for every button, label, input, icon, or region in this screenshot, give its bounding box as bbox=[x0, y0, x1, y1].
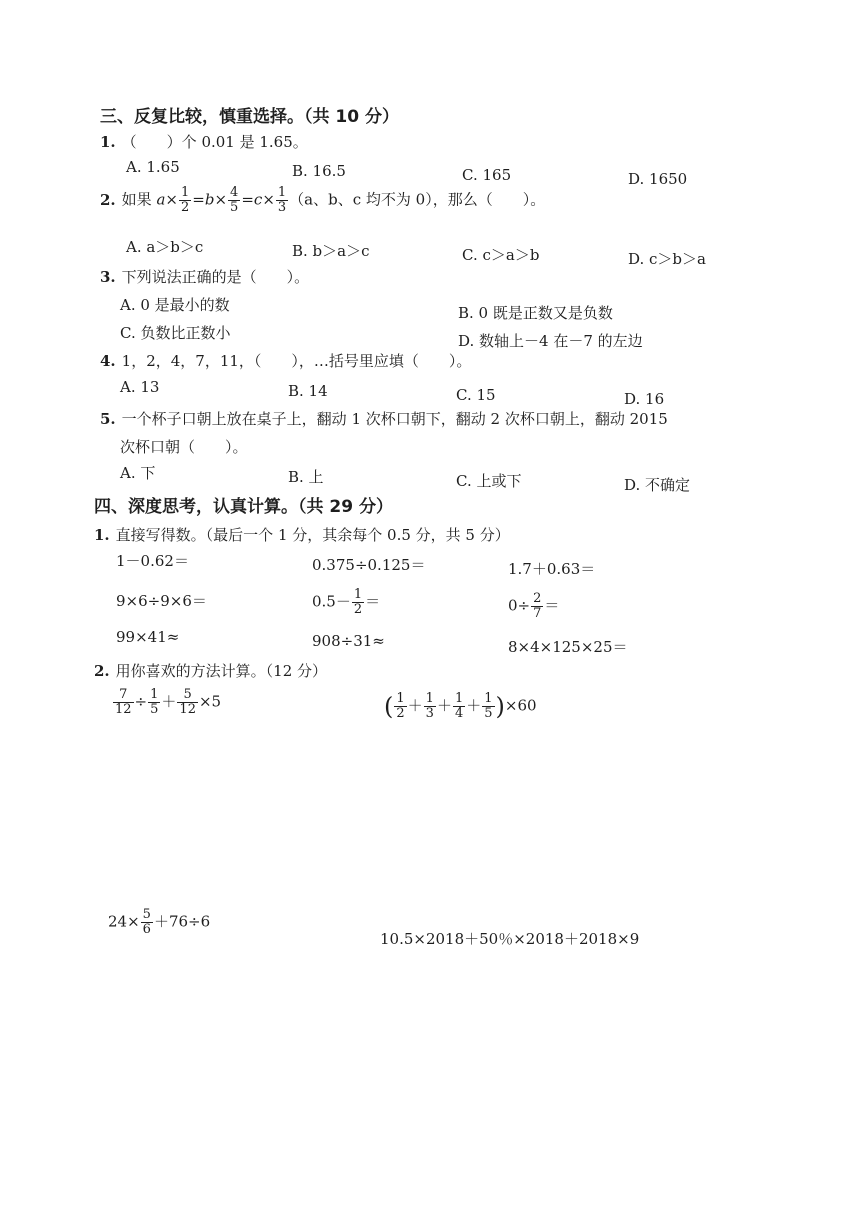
option-a: A. 13 bbox=[120, 378, 160, 396]
calc-item: 0.375÷0.125＝ bbox=[312, 556, 426, 574]
question-text-post: （a、b、c 均不为 0），那么（ ）。 bbox=[289, 190, 546, 209]
question-text-pre: 如果 bbox=[121, 190, 152, 209]
section-3-title: 三、反复比较，慎重选择。（共 10 分） bbox=[100, 107, 399, 127]
calc-item: 9×6÷9×6＝ bbox=[116, 592, 207, 610]
option-b: B. 0 既是正数又是负数 bbox=[458, 304, 613, 322]
calc-item: 1.7＋0.63＝ bbox=[508, 560, 596, 578]
question-text: 1，2，4，7，11，（ ），…括号里应填（ ）。 bbox=[121, 352, 472, 370]
option-c: C. 负数比正数小 bbox=[120, 324, 231, 342]
expression-3: 24× $\frac{5}{6}$ ＋76÷6 bbox=[108, 907, 211, 937]
option-d: D. 16 bbox=[624, 390, 665, 408]
option-c: C. 上或下 bbox=[456, 472, 522, 490]
option-c: C. 15 bbox=[456, 386, 496, 404]
equals-sign: = bbox=[241, 190, 254, 209]
option-a: A. 下 bbox=[120, 464, 156, 482]
option-a: A. 0 是最小的数 bbox=[120, 296, 230, 314]
expression-4: 10.5×2018＋50％×2018＋2018×9 bbox=[380, 930, 640, 948]
question-3 bbox=[100, 266, 309, 287]
question-4-1 bbox=[94, 524, 510, 545]
var-b: b bbox=[204, 190, 215, 209]
question-number: 4. bbox=[100, 352, 116, 370]
question-number: 3. bbox=[100, 268, 116, 286]
var-c: c bbox=[253, 190, 263, 209]
question-text: 下列说法正确的是（ ）。 bbox=[121, 268, 310, 286]
question-4-2 bbox=[94, 660, 327, 681]
question-5 bbox=[100, 408, 668, 429]
equals-sign: = bbox=[192, 190, 205, 209]
option-a: A. a＞b＞c bbox=[126, 238, 204, 256]
question-text: （ ）个 0.01 是 1.65。 bbox=[121, 133, 308, 151]
option-c: C. 165 bbox=[462, 166, 512, 184]
question-1 bbox=[100, 131, 308, 152]
fraction: $\frac{4}{5}$ bbox=[230, 185, 239, 215]
fraction: $\frac{1}{3}$ bbox=[277, 185, 287, 215]
question-text-line-2: 次杯口朝（ ）。 bbox=[120, 438, 248, 456]
question-text-line-1: 一个杯子口朝上放在桌子上，翻动 1 次杯口朝下，翻动 2 次杯口朝上，翻动 2015 bbox=[121, 410, 668, 428]
calc-item: 1－0.62＝ bbox=[116, 552, 189, 570]
calc-item-fraction: 0÷ $\frac{2}{7}$ ＝ bbox=[508, 591, 560, 621]
option-b: B. 上 bbox=[288, 468, 324, 486]
times-sign: × bbox=[214, 190, 228, 209]
calc-item: 99×41≈ bbox=[116, 628, 180, 646]
question-number: 2. bbox=[94, 662, 110, 680]
calc-item: 908÷31≈ bbox=[312, 632, 385, 650]
section-4-title: 四、深度思考，认真计算。（共 29 分） bbox=[94, 497, 393, 517]
question-text: 直接写得数。（最后一个 1 分，其余每个 0.5 分，共 5 分） bbox=[115, 526, 510, 544]
question-number: 1. bbox=[100, 133, 116, 151]
option-a: A. 1.65 bbox=[126, 158, 180, 176]
option-c: C. c＞a＞b bbox=[462, 246, 540, 264]
expression-2: ( $\frac{1}{2}$ ＋ $\frac{1}{3}$ ＋ $\frac{1}{4}$ ＋ $\frac{1}{5}$ )×60 bbox=[384, 691, 537, 721]
option-d: D. 不确定 bbox=[624, 476, 691, 494]
option-d: D. 数轴上－4 在－7 的左边 bbox=[458, 332, 643, 350]
option-d: D. 1650 bbox=[628, 170, 688, 188]
fraction: $\frac{1}{2}$ bbox=[181, 185, 190, 215]
option-b: B. 16.5 bbox=[292, 162, 346, 180]
option-b: B. b＞a＞c bbox=[292, 242, 370, 260]
question-number: 1. bbox=[94, 526, 110, 544]
calc-item-fraction: 0.5－ $\frac{1}{2}$ ＝ bbox=[312, 587, 381, 617]
var-a: a bbox=[156, 190, 166, 209]
times-sign: × bbox=[165, 190, 178, 209]
option-b: B. 14 bbox=[288, 382, 328, 400]
question-number: 5. bbox=[100, 410, 116, 428]
question-2 bbox=[100, 186, 545, 215]
question-number: 2. bbox=[100, 190, 116, 209]
question-4 bbox=[100, 350, 471, 371]
option-d: D. c＞b＞a bbox=[628, 250, 706, 268]
times-sign: × bbox=[262, 190, 275, 209]
expression-1: $\frac{7}{12}$ ÷ $\frac{1}{5}$ ＋ $\frac{5}{12}$ ×5 bbox=[115, 687, 222, 717]
question-text: 用你喜欢的方法计算。（12 分） bbox=[115, 662, 328, 680]
calc-item: 8×4×125×25＝ bbox=[508, 638, 628, 656]
